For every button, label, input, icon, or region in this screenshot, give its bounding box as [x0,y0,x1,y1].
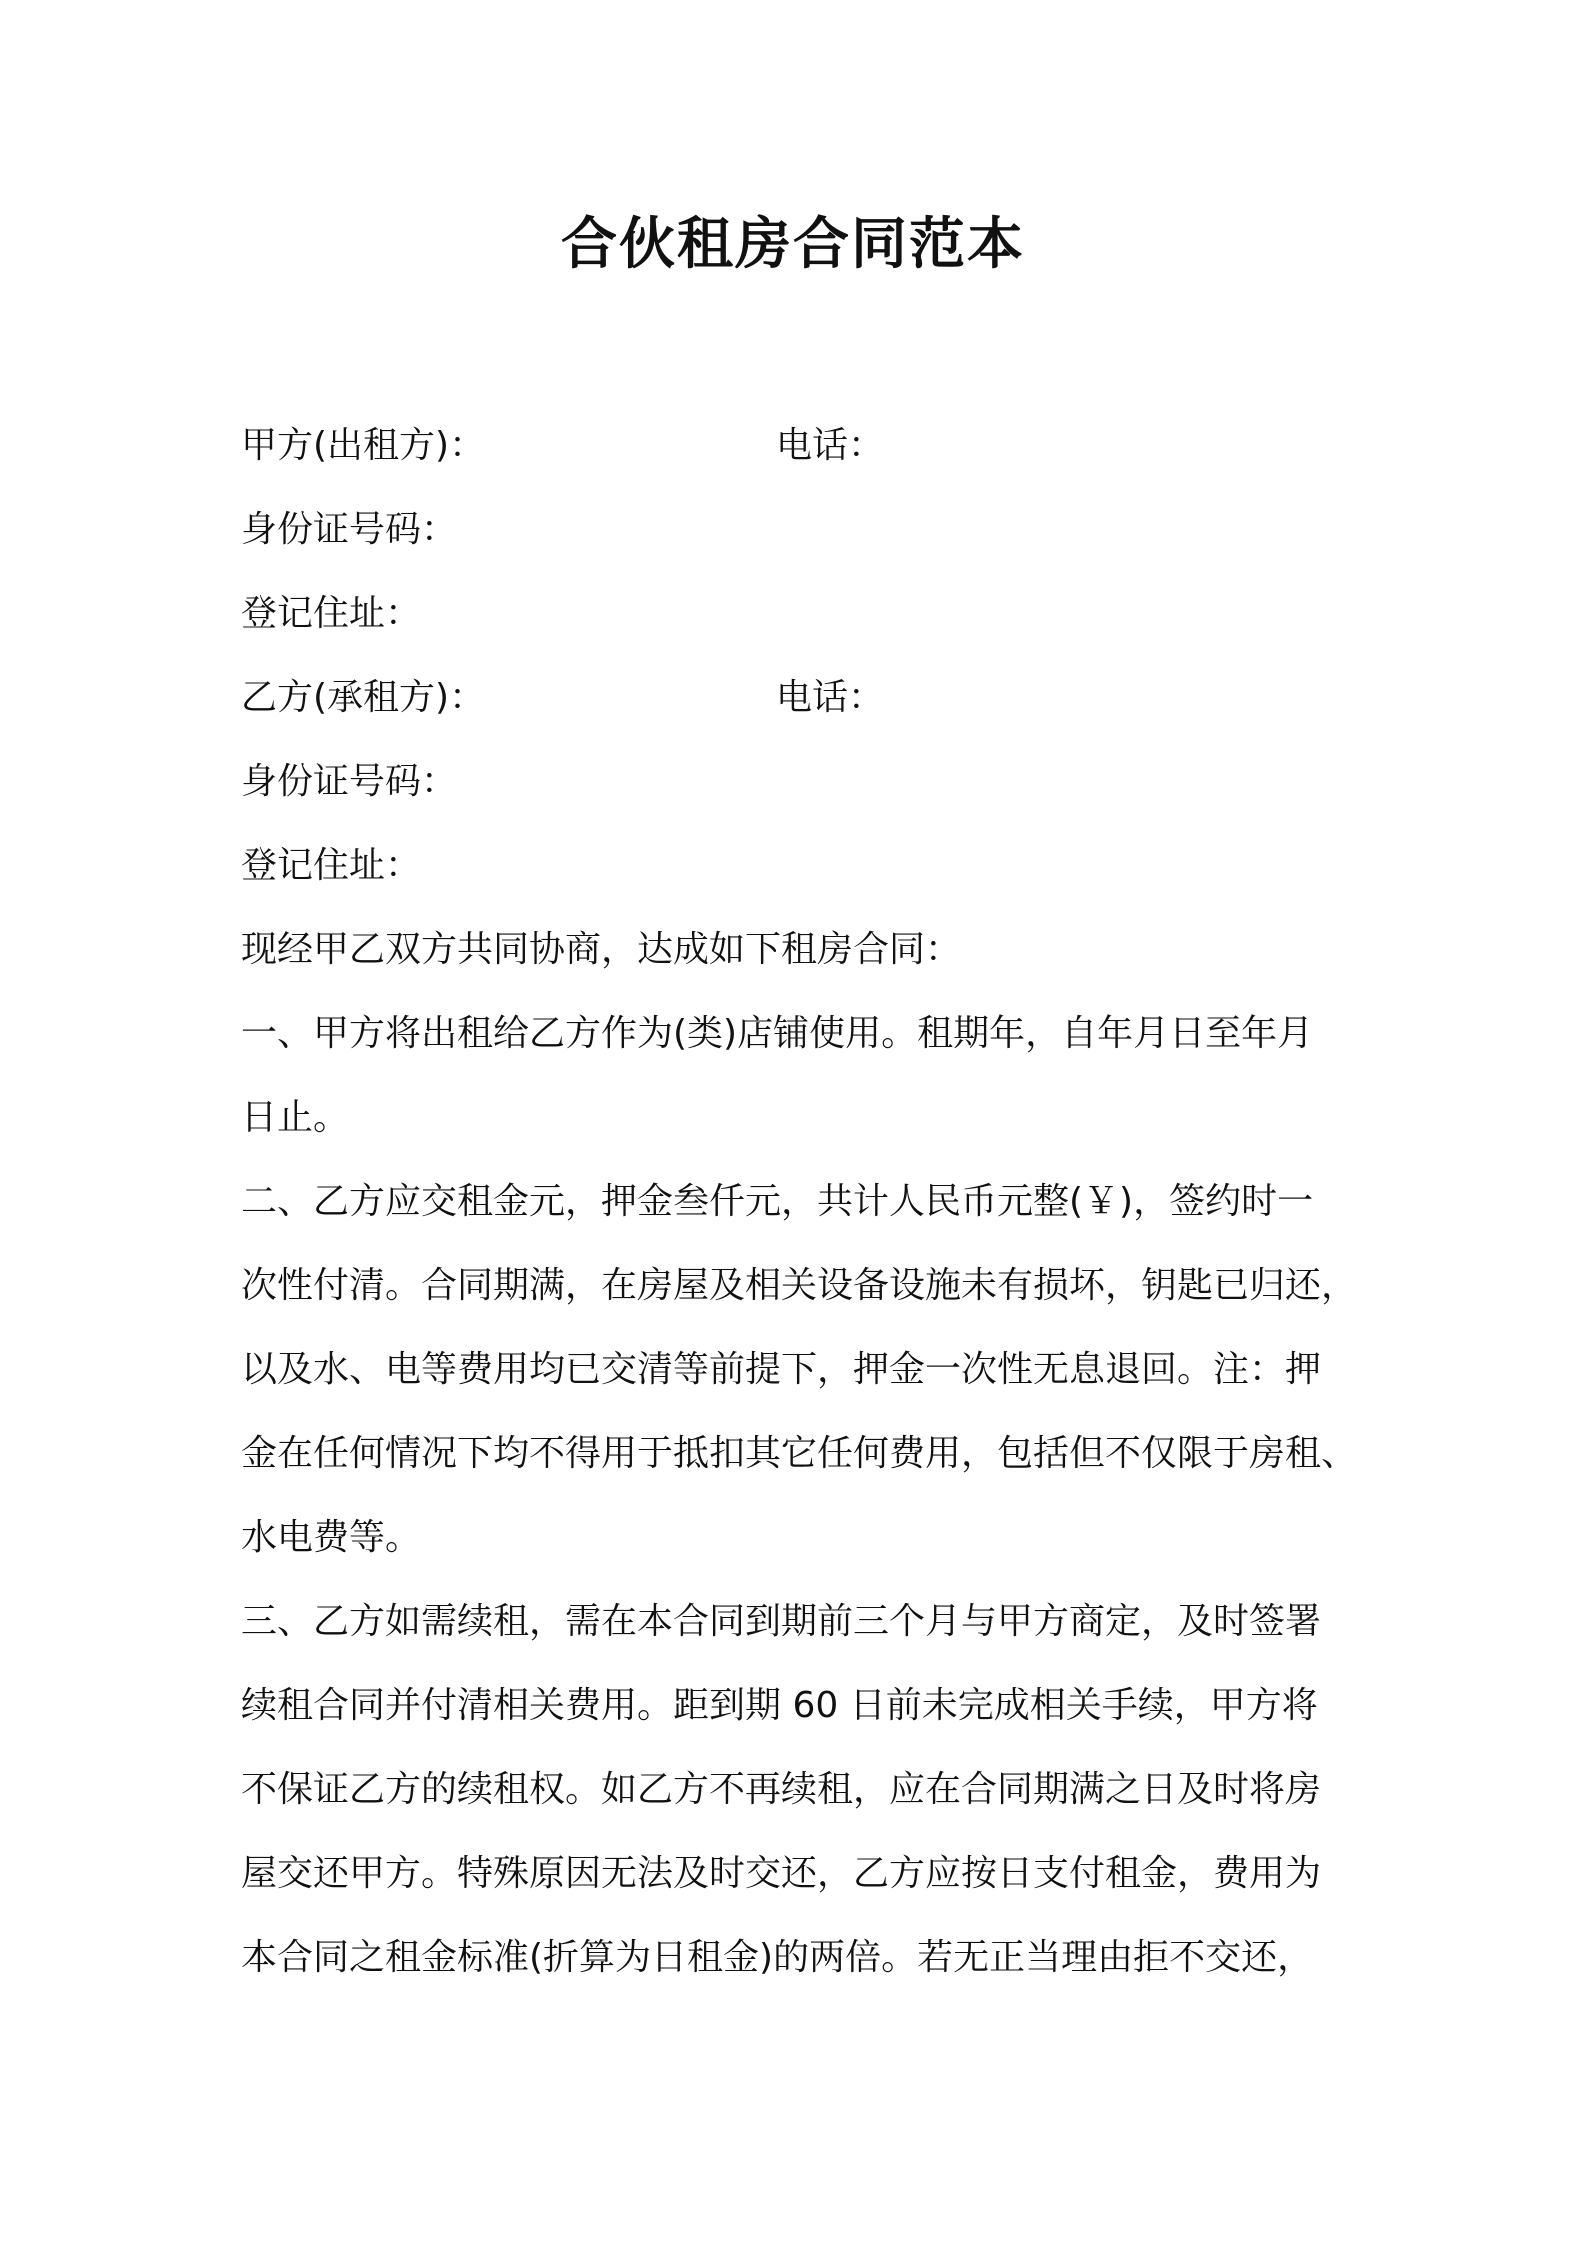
party-b-id-label: 身份证号码： [241,761,458,802]
party-a-address-label: 登记住址： [241,593,422,634]
clause-line: 以及水、电等费用均已交清等前提下，押金一次性无息退回。注：押 [241,1349,1322,1390]
clause-line: 金在任何情况下均不得用于抵扣其它任何费用，包括但不仅限于房租、 [241,1433,1358,1474]
party-b-row [241,656,1371,740]
party-a-phone-label: 电话： [776,425,885,466]
party-a-id-label: 身份证号码： [241,509,458,550]
clause-line: 次性付清。合同期满，在房屋及相关设备设施未有损坏，钥匙已归还， [241,1265,1358,1306]
clause-line: 本合同之租金标准(折算为日租金)的两倍。若无正当理由拒不交还， [241,1937,1314,1978]
contract-body [241,404,1371,2000]
clause-line: 不保证乙方的续租权。如乙方不再续租，应在合同期满之日及时将房 [241,1769,1322,1810]
clause-line: 二、乙方应交租金元，押金叁仟元，共计人民币元整(￥)，签约时一 [241,1181,1314,1222]
clause-line: 一、甲方将出租给乙方作为(类)店铺使用。租期年，自年月日至年月 [241,1013,1314,1054]
party-a-label: 甲方(出租方)： [241,425,486,466]
party-b-label: 乙方(承租方)： [241,677,486,718]
clause-line: 三、乙方如需续租，需在本合同到期前三个月与甲方商定，及时签署 [241,1601,1322,1642]
party-b-address-label: 登记住址： [241,845,422,886]
party-b-phone-label: 电话： [776,677,885,718]
clause-line: 屋交还甲方。特殊原因无法及时交还，乙方应按日支付租金，费用为 [241,1853,1322,1894]
party-a-row [241,404,1371,488]
intro-paragraph: 现经甲乙双方共同协商，达成如下租房合同： [241,929,962,970]
clause-line: 水电费等。 [241,1517,422,1558]
clause-line: 续租合同并付清相关费用。距到期 60 日前未完成相关手续，甲方将 [241,1685,1318,1726]
clause-line: 日止。 [241,1097,350,1138]
document-title: 合伙租房合同范本 [561,212,1025,277]
